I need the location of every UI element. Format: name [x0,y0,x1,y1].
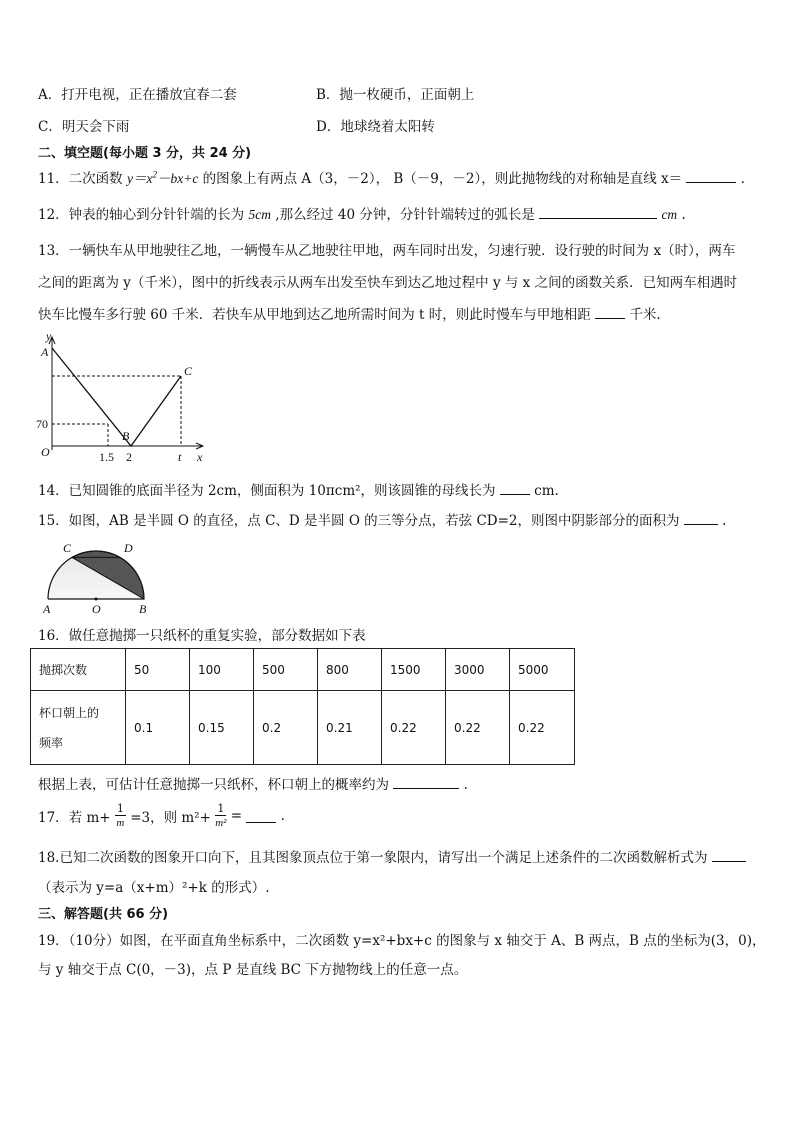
question-13-line-1: 13．一辆快车从甲地驶往乙地，一辆慢车从乙地驶往甲地，两车同时出发，匀速行驶．设行驶的时间为 x（时），两车 [38,243,736,259]
table-cell: 0.15 [190,691,254,765]
q17-text-b: =3，则 m²+ [130,810,211,826]
table-cell: 5000 [510,649,575,691]
table-header-cell [31,691,126,765]
table-cell: 0.22 [382,691,446,765]
q17-text-c: = [230,808,243,824]
option-c: C．明天会下雨 [38,119,130,135]
q14-text-b: cm. [534,483,559,499]
q15-answer-blank[interactable] [684,511,718,525]
center-o-dot [95,598,98,601]
guide-lines [52,376,181,446]
q17-fraction-2 [215,802,226,830]
q14-text-a: 14．已知圆锥的底面半径为 2cm，侧面积为 10πcm²，则该圆锥的母线长为 [38,483,496,499]
q17-fraction-1 [115,802,126,830]
question-15 [38,509,726,529]
graph-tick-1-5: 1.5 [99,450,114,464]
table-cell: 100 [190,649,254,691]
question-16-intro: 16．做任意抛掷一只纸杯的重复实验，部分数据如下表 [38,628,366,644]
q11-end: ． [740,171,755,187]
q17-num-1: 1 [116,802,124,815]
q17-text-a: 17．若 m+ [38,810,111,826]
table-cell: 500 [254,649,318,691]
table-cell: 0.21 [318,691,382,765]
q12-answer-blank[interactable] [539,205,657,219]
q17-end: . [280,808,285,824]
q12-unit: cm [661,207,678,222]
graph-value-70: 70 [36,417,48,431]
table-cell: 0.1 [126,691,190,765]
graph-label-a: A [41,345,49,359]
question-18-line-2: （表示为 y=a（x+m）²+k 的形式）. [38,880,270,896]
table-cell: 800 [318,649,382,691]
section-2-title: 二、填空题(每小题 3 分，共 24 分) [38,146,252,161]
question-14 [38,479,559,499]
q15-text-a: 15．如图，AB 是半圆 O 的直径，点 C、D 是半圆 O 的三等分点，若弦 CD=2，则图中阴影部分的面积为 [38,513,680,529]
semi-label-b: B [139,602,147,616]
option-a: A．打开电视，正在播放宜春二套 [38,87,237,103]
graph-label-x: x [197,450,203,464]
row2-head-line-1: 杯口朝上的 [39,705,100,720]
q15-end: . [722,513,727,529]
question-13-line-3 [38,303,661,323]
question-11 [38,167,754,187]
q12-end: . [681,207,686,223]
semi-label-o: O [92,602,101,616]
q16-end: . [463,777,468,793]
q14-answer-blank[interactable] [500,481,530,495]
distance-time-graph [30,330,215,465]
graph-label-b: B [122,429,130,443]
q18-answer-blank[interactable] [712,848,746,862]
graph-label-y: y [46,330,52,343]
q11-function: $y=x^2-bx+c$ [126,169,199,186]
q12-text-a: 12．钟表的轴心到分针针端的长为 [38,207,245,223]
semi-label-a: A [43,602,51,616]
option-b: B．抛一枚硬币，正面朝上 [316,87,475,103]
question-12 [38,203,686,223]
q11-point-a: A（3，－2）， [301,171,390,187]
question-16-after [38,773,468,793]
table-cell: 3000 [446,649,510,691]
table-row [31,691,575,765]
q17-num-2: 1 [215,802,226,816]
table-cell: 0.22 [446,691,510,765]
table-cell: 1500 [382,649,446,691]
graph-label-c: C [184,364,193,378]
q11-point-b: B（－9，－2），则此抛物线的对称轴是直线 [393,171,657,187]
graph-tick-2: 2 [126,450,132,464]
table-row [31,649,575,691]
q11-text-a: 11．二次函数 [38,171,123,187]
q16-after-text: 根据上表，可估计任意抛掷一只纸杯，杯口朝上的概率约为 [38,777,389,793]
q17-den-2: m² [215,817,227,829]
question-19-line-1: 19．（10分）如图，在平面直角坐标系中，二次函数 y=x²+bx+c 的图象与 x 轴交于 A、B 两点，B 点的坐标为(3，0)， [38,933,766,949]
frequency-table [30,648,575,765]
question-19-line-2: 与 y 轴交于点 C(0，－3)，点 P 是直线 BC 下方抛物线上的任意一点。 [38,962,468,978]
table-header-cell: 抛掷次数 [31,649,126,691]
q13-answer-blank[interactable] [595,305,625,319]
question-13-line-2: 之间的距离为 y（千米），图中的折线表示从两车出发至快车到达乙地过程中 y 与 x 之间的函数关系．已知两车相遇时 [38,275,738,291]
semicircle-figure [38,534,160,616]
q16-answer-blank[interactable] [393,775,459,789]
table-cell: 0.22 [510,691,575,765]
row2-head-line-2: 频率 [39,735,64,750]
table-cell: 0.2 [254,691,318,765]
table-cell: 50 [126,649,190,691]
question-18-line-1 [38,846,746,866]
q17-den-1: m [116,817,125,829]
q12-text-c: ,那么经过 40 分钟，分针针端转过的弧长是 [275,207,535,223]
option-d: D．地球绕着太阳转 [316,119,435,135]
question-17 [38,802,285,830]
q13-text-a: 快车比慢车多行驶 60 千米．若快车从甲地到达乙地所需时间为 t 时，则此时慢车与甲地相距 [38,307,591,323]
graph-label-o: O [41,445,50,459]
graph-label-t: t [178,450,182,464]
q12-length: 5cm [248,207,271,222]
q18-text: 18.已知二次函数的图象开口向下，且其图象顶点位于第一象限内，请写出一个满足上述条件的二次函数解析式为 [38,850,708,866]
semi-label-d: D [124,541,133,555]
q13-text-b: 千米. [629,307,661,323]
q11-answer-blank[interactable] [686,169,736,183]
semi-label-c: C [63,541,72,555]
section-3-title: 三、解答题(共 66 分) [38,907,169,922]
q11-text-b: 的图象上有两点 [202,171,298,187]
distance-polyline [52,348,181,446]
q17-answer-blank[interactable] [246,809,276,823]
q11-axis-eq: x＝ [661,171,683,187]
